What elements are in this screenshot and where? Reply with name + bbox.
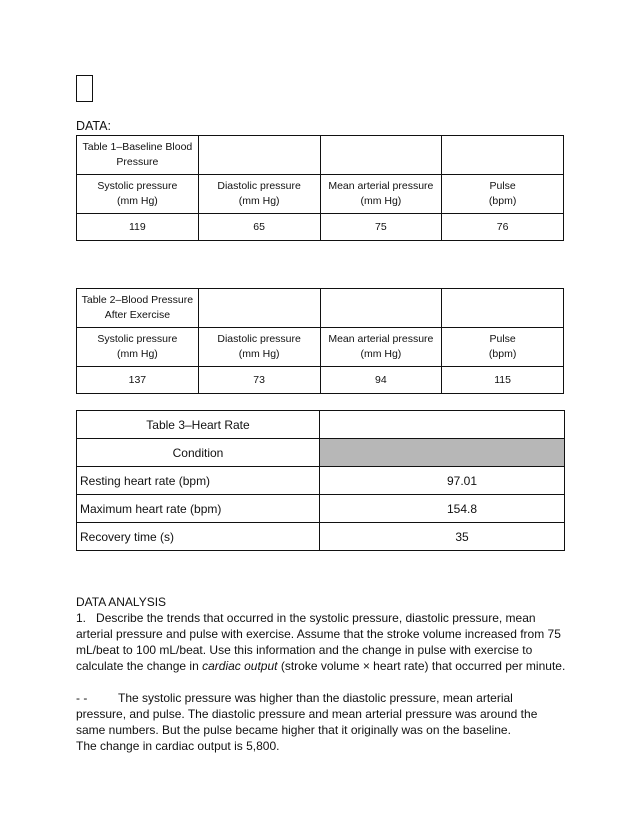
heart-rate-table [76,410,565,551]
column-header: Mean arterial pressure (mm Hg) [320,328,442,367]
table-cell: 94 [320,367,442,394]
checkbox[interactable] [76,75,93,102]
row-value: 154.8 [320,495,565,523]
data-label: DATA: [76,119,111,133]
answer-conclusion: The change in cardiac output is 5,800. [76,739,280,753]
column-header: Systolic pressure (mm Hg) [77,175,199,214]
column-header: Diastolic pressure (mm Hg) [198,328,320,367]
table-cell: 75 [320,214,442,241]
empty-cell [442,289,564,328]
table-title: Table 3–Heart Rate [77,411,320,439]
table-cell: 65 [198,214,320,241]
empty-cell [320,411,565,439]
row-label: Recovery time (s) [77,523,320,551]
question-text: 1. Describe the trends that occurred in the systolic pressure, diastolic pressure, mean arterial pressure and pulse with exercise. Assume that the stroke volume increased from 75 mL/beat to 100 mL/beat. Use this information and the change in pulse with exercise to calculate the change in cardiac output (stroke volume × heart rate) that occurred per minute. [76,611,566,673]
empty-cell [320,289,442,328]
data-analysis-section [76,594,566,754]
table-row [77,467,565,495]
after-exercise-blood-pressure-table [76,288,564,394]
empty-cell [442,136,564,175]
row-label: Resting heart rate (bpm) [77,467,320,495]
table-row [77,495,565,523]
empty-cell [198,289,320,328]
table-cell: 119 [77,214,199,241]
row-value: 97.01 [320,467,565,495]
column-header: Diastolic pressure (mm Hg) [198,175,320,214]
column-header: Pulse (bpm) [442,175,564,214]
table-row [77,523,565,551]
column-header: Pulse (bpm) [442,328,564,367]
empty-cell [198,136,320,175]
table-cell: 115 [442,367,564,394]
row-label: Maximum heart rate (bpm) [77,495,320,523]
column-header: Mean arterial pressure (mm Hg) [320,175,442,214]
column-header: Systolic pressure (mm Hg) [77,328,199,367]
table-cell: 76 [442,214,564,241]
baseline-blood-pressure-table [76,135,564,241]
empty-cell [320,136,442,175]
table-cell: 73 [198,367,320,394]
table-title: Table 2–Blood Pressure After Exercise [77,289,199,328]
section-heading: DATA ANALYSIS [76,595,167,609]
row-value: 35 [320,523,565,551]
table-title: Table 1–Baseline Blood Pressure [77,136,199,175]
shaded-cell [320,439,565,467]
table-cell: 137 [77,367,199,394]
condition-label: Condition [77,439,320,467]
answer-text: - - The systolic pressure was higher than the diastolic pressure, mean arterial pressure, and pulse. The diastolic pressure and mean arterial pressure was around the same numbers. But the pulse became higher that it originally was on the baseline. [76,691,538,737]
